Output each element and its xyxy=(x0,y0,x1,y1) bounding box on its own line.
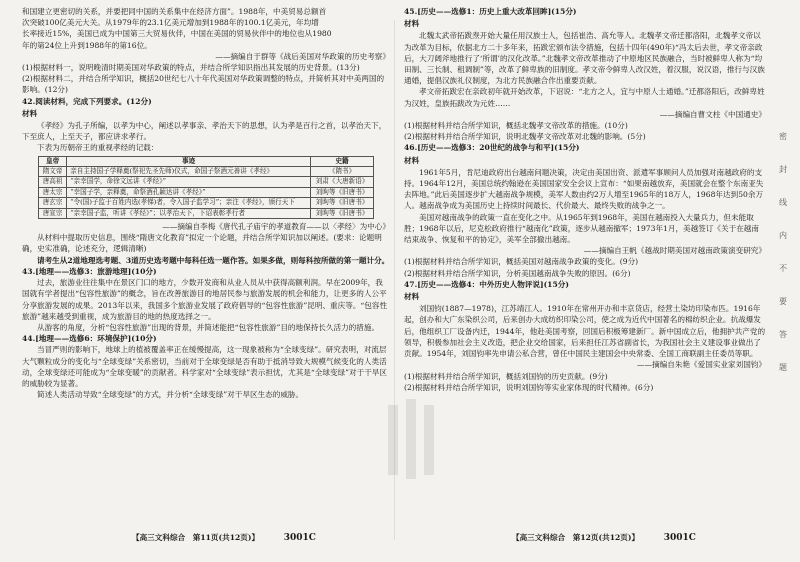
table-cell: “幸国子学，亲释奠，命祭酒孔颖达讲《孝经》” xyxy=(67,187,311,197)
q43-task: 从游客的角度，分析“包容性旅游”出现的背景，并简述能把“包容性旅游”目的地保持长久活力的措施。 xyxy=(37,322,380,332)
q46-text: 1961年5月，肯尼迪政府出台越南问题决策，决定由美国出资、派遣军事顾问人员加强对南越政府的支持。1964年12月，美国总统约翰逊在美国国家安全会议上宣布：“如果南越放弃，美国就会在整个东南亚失去阵地。”此后美国逐步扩大越南战争规模，美军人数由约2万人增至1965年的18万人，1968年达到50余万人。越南战争成为美国历史上持续时间最长、代价最大、最终失败的战争之一。 xyxy=(404,167,764,211)
q47-source: ——摘编自朱艳《爱国实业家刘国钧》 xyxy=(636,360,766,370)
table-cell: 唐高祖 xyxy=(39,177,67,187)
table-cell: 唐玄宗 xyxy=(39,198,67,208)
q47-text: 刘国钧(1887—1978)，江苏靖江人。1910年在常州开办和丰京货店，经营土染坊印染布匹。1916年起，创办和大广东染织公司，后来创办大成纺织印染公司，使之成为近代中国著名的棉纺织企业。抗战爆发后，他组织工厂设备内迁，1944年，他赴美国考察，回国后积极筹建新厂。新中国成立后，他拥护共产党的领导，积极参加社会主义改造，把企业交给国家，后来担任江苏省副省长，为我国社会主义建设事业做出了贡献。1954年，刘国钧率先申请公私合营，曾任中国民主建国会中央常委、全国工商联副主任委员等职。 xyxy=(404,304,766,359)
table-cell: 《隋书》 xyxy=(311,167,374,177)
q47-sub2: (2)根据材料并结合所学知识，说明刘国钧等实业家体现的时代精神。(6分) xyxy=(404,382,654,392)
q44-task: 简述人类活动导致“全球变绿”的方式，并分析“全球变绿”对干旱区生态的威胁。 xyxy=(37,390,304,400)
q44-text: 当冒严则的影响下，地球上的植被覆盖率正在缓慢提高，这一现象被称为“全球变绿”。研究表明，对流层大气颗粒成分的变化与“全球变绿”关系密切，当前对于全球变绿是否有助于抵消导致大规模气候变化的人类活动，全球变绿还可能成为“全球变暖”的贡献者。科学家对“全球变绿”表示担忧，尤其是“全球变绿”对于干旱区的威胁较为显著。 xyxy=(22,345,388,388)
table-cell: 刘昫等《旧唐书》 xyxy=(311,187,374,197)
elective-notice: 请考生从2道地理选考题、3道历史选考题中每科任选一题作答。如果多做，则每科按所做的第一题计分。 xyxy=(37,255,390,265)
table-cell: 刘肃《大唐新语》 xyxy=(311,177,374,187)
table-header: 事迹 xyxy=(67,156,311,166)
table-cell: 隋文帝 xyxy=(39,167,67,177)
table-row xyxy=(39,187,374,197)
table-header: 皇帝 xyxy=(39,156,67,166)
q45-source: ——摘编自曹文柱《中国通史》 xyxy=(659,109,766,119)
seal-line-strip xyxy=(776,120,790,384)
watermark-mark xyxy=(384,395,444,485)
seal-char: 题 xyxy=(779,363,787,372)
q42-intro: 《孝经》为孔子所编，以孝为中心，阐述以孝事亲、孝治天下的思想，认为孝是百行之首，以孝治天下，下至庶人，上至天子，都应讲求孝行。 xyxy=(22,121,387,142)
footer-right-code: 3001C xyxy=(663,533,696,543)
q46-sub2: (2)根据材料并结合所学知识，分析美国越南战争失败的原因。(6分) xyxy=(404,268,631,278)
table-cell: 刘昫等《旧唐书》 xyxy=(311,208,374,218)
q42-material-label: 材料 xyxy=(22,108,38,118)
table-row xyxy=(39,198,374,208)
left-column xyxy=(22,6,390,400)
intro-passage xyxy=(22,6,390,62)
intro-line: 年的第24位上升到1988年的第16位。 xyxy=(22,40,152,50)
q45-sub2: (2)根据材料并结合所学知识，说明北魏孝文帝改革对北魏的影响。(5分) xyxy=(404,132,646,142)
q43-text: 过去，旅游业往往集中在景区门口的地方，少数开发商和从业人员从中获得高额利润。早在2009年，我国就有学者提出“包容性旅游”的概念，旨在改善旅游目的地居民参与旅游发展的机会和能力，让更多的人公平分享旅游发展的成果。2013年以来，我国多个旅游业发展了政府倡导的“包容性旅游”昆明、重庆等。“包容性旅游”越来越受到重视，成为旅游目的地的热度选择之一。 xyxy=(22,278,388,321)
q42-title: 42.阅读材料，完成下列要求。(12分) xyxy=(22,96,152,106)
q47-title: 47.[历史——选修4：中外历史人物评说](15分) xyxy=(404,279,569,289)
q44-title: 44.[地理——选修6：环境保护](10分) xyxy=(22,334,157,344)
footer-left-code: 3001C xyxy=(283,533,316,543)
q45-text: 北魏太武帝拓跋焘开始大量任用汉族士人，包括崔浩、高允等人。北魏孝文帝迁都洛阳，北魏孝文帝以为改革为目标，依据北方二十多年来，拓跋宏颁布法令措施，包括十四年(490年)“冯太后去世，孝文帝亲政后，大刀阔斧地推行了‘所谓’的汉化改革。”北魏孝文帝改革推动了中原地区民族融合，当时被鲜卑人称为“均田制、三长制、租调制”等，改革了鲜卑族的旧制度。孝文帝令鲜卑人改汉姓，着汉服，说汉语，推行与汉族通婚，提倡汉族礼仪制度，为北方民族融合作出重要贡献。 xyxy=(404,31,765,86)
table-row xyxy=(39,167,374,177)
table-cell: “令(国)子监于百姓内选(孝悌)者，令入国子监学习”；亲注《孝经》，颁行天下 xyxy=(67,198,311,208)
q42-task: 从材料中提取历史信息，围绕“隋唐文化教育”拟定一个论题，并结合所学知识加以阐述。(要求：论题明确，史实准确，论述充分，逻辑清晰) xyxy=(22,233,382,254)
q46-material-label: 材料 xyxy=(404,155,420,165)
q46-source: ——摘编自王帆《越战时期美国对越南政策演变研究》 xyxy=(583,246,766,256)
seal-char: 内 xyxy=(779,231,787,240)
table-cell: “亲幸国学，命徐文远讲《孝经》” xyxy=(67,177,311,187)
emperor-table xyxy=(38,156,374,219)
q42-source: ——摘编自李梅《唐代孔子庙宇的孝道教育——以〈孝经〉为中心》 xyxy=(162,222,390,232)
table-cell: 亲自主持国子学释奠(祭祀先圣先师)仪式，命国子祭酒元善讲《孝经》 xyxy=(67,167,311,177)
intro-line: 长率接近15%，美国已成为中国第三大贸易伙伴，中国在美国的贸易伙伴中的地位也从1980 xyxy=(22,29,332,39)
q45-sub1: (1)根据材料并结合所学知识，概括北魏孝文帝改革的措施。(10分) xyxy=(404,121,628,131)
q45-material-label: 材料 xyxy=(404,19,420,29)
seal-char: 答 xyxy=(779,330,787,339)
footer-right xyxy=(512,532,696,543)
footer-left-text: 【高三文科综合 第11页(共12页)】 xyxy=(132,533,260,542)
seal-char: 密 xyxy=(779,132,787,141)
q42-intro-table-lead: 下表为历朝帝王的重视孝经的记载： xyxy=(37,143,159,153)
table-header-row xyxy=(39,156,374,166)
q41-sub2: (2)根据材料二，并结合所学知识，概括20世纪七八十年代美国对华政策调整的特点，并简析其对中美两国的影响。(12分) xyxy=(22,74,385,95)
q46-title: 46.[历史——选修3：20世纪的战争与和平](15分) xyxy=(404,143,580,153)
q47-sub1: (1)根据材料并结合所学知识，概括刘国钧的历史贡献。(9分) xyxy=(404,371,608,381)
q43-title: 43.[地理——选修3：旅游地理](10分) xyxy=(22,266,157,276)
right-column xyxy=(404,6,766,393)
q45-title: 45.[历史——选修1：历史上重大改革回眸](15分) xyxy=(404,7,577,16)
table-row xyxy=(39,177,374,187)
table-cell: 刘昫等《旧唐书》 xyxy=(311,198,374,208)
seal-char: 线 xyxy=(779,198,787,207)
footer-right-text: 【高三文科综合 第12页(共12页)】 xyxy=(512,533,640,542)
seal-char: 封 xyxy=(779,165,787,174)
q47-material-label: 材料 xyxy=(404,292,420,302)
q41-sub1: (1)根据材料一，说明晚清时期美国对华政策的特点，并结合所学知识指出其发展的历史背景。(13分) xyxy=(22,63,360,73)
table-cell: 唐宣宗 xyxy=(39,208,67,218)
table-cell: “亲幸国子监，听讲《孝经》”；以孝治天下，下诏表彰孝行者 xyxy=(67,208,311,218)
intro-line: 次突破100亿美元大关。从1979年的23.1亿美元增加到1988年的100.1亿美元，年均增 xyxy=(22,18,319,28)
q45-text: 孝文帝拓跋宏在亲政初年就开始改革，下诏说：“北方之人，宜与中原人士通婚。”迁都洛阳后，改鲜卑姓为汉姓，皇族拓跋改为元姓…… xyxy=(404,87,765,108)
q46-sub1: (1)根据材料并结合所学知识，概括美国对越南战争政策的变化。(9分) xyxy=(404,257,639,267)
q46-text: 美国对越南战争的政策一直在变化之中。从1965年到1968年，美国在越南投入大量兵力，但未能取胜；1968年以后，尼克松政府推行“越南化”政策，逐步从越南撤军；1973年1月，美越签订《关于在越南结束战争、恢复和平的协定》，美军全部撤出越南。 xyxy=(404,212,759,245)
table-row xyxy=(39,208,374,218)
footer-left xyxy=(132,532,316,543)
table-cell: 唐太宗 xyxy=(39,187,67,197)
intro-line: 和国建立更密切的关系，并要把同中国的关系集中在经济方面”。1988年，中美贸易总额首 xyxy=(22,7,327,16)
intro-source: ——摘编自于群等《战后美国对华政策的历史考察》 xyxy=(215,51,390,61)
seal-char: 要 xyxy=(779,297,787,306)
table-header: 史籍 xyxy=(311,156,374,166)
seal-char: 不 xyxy=(779,264,787,273)
